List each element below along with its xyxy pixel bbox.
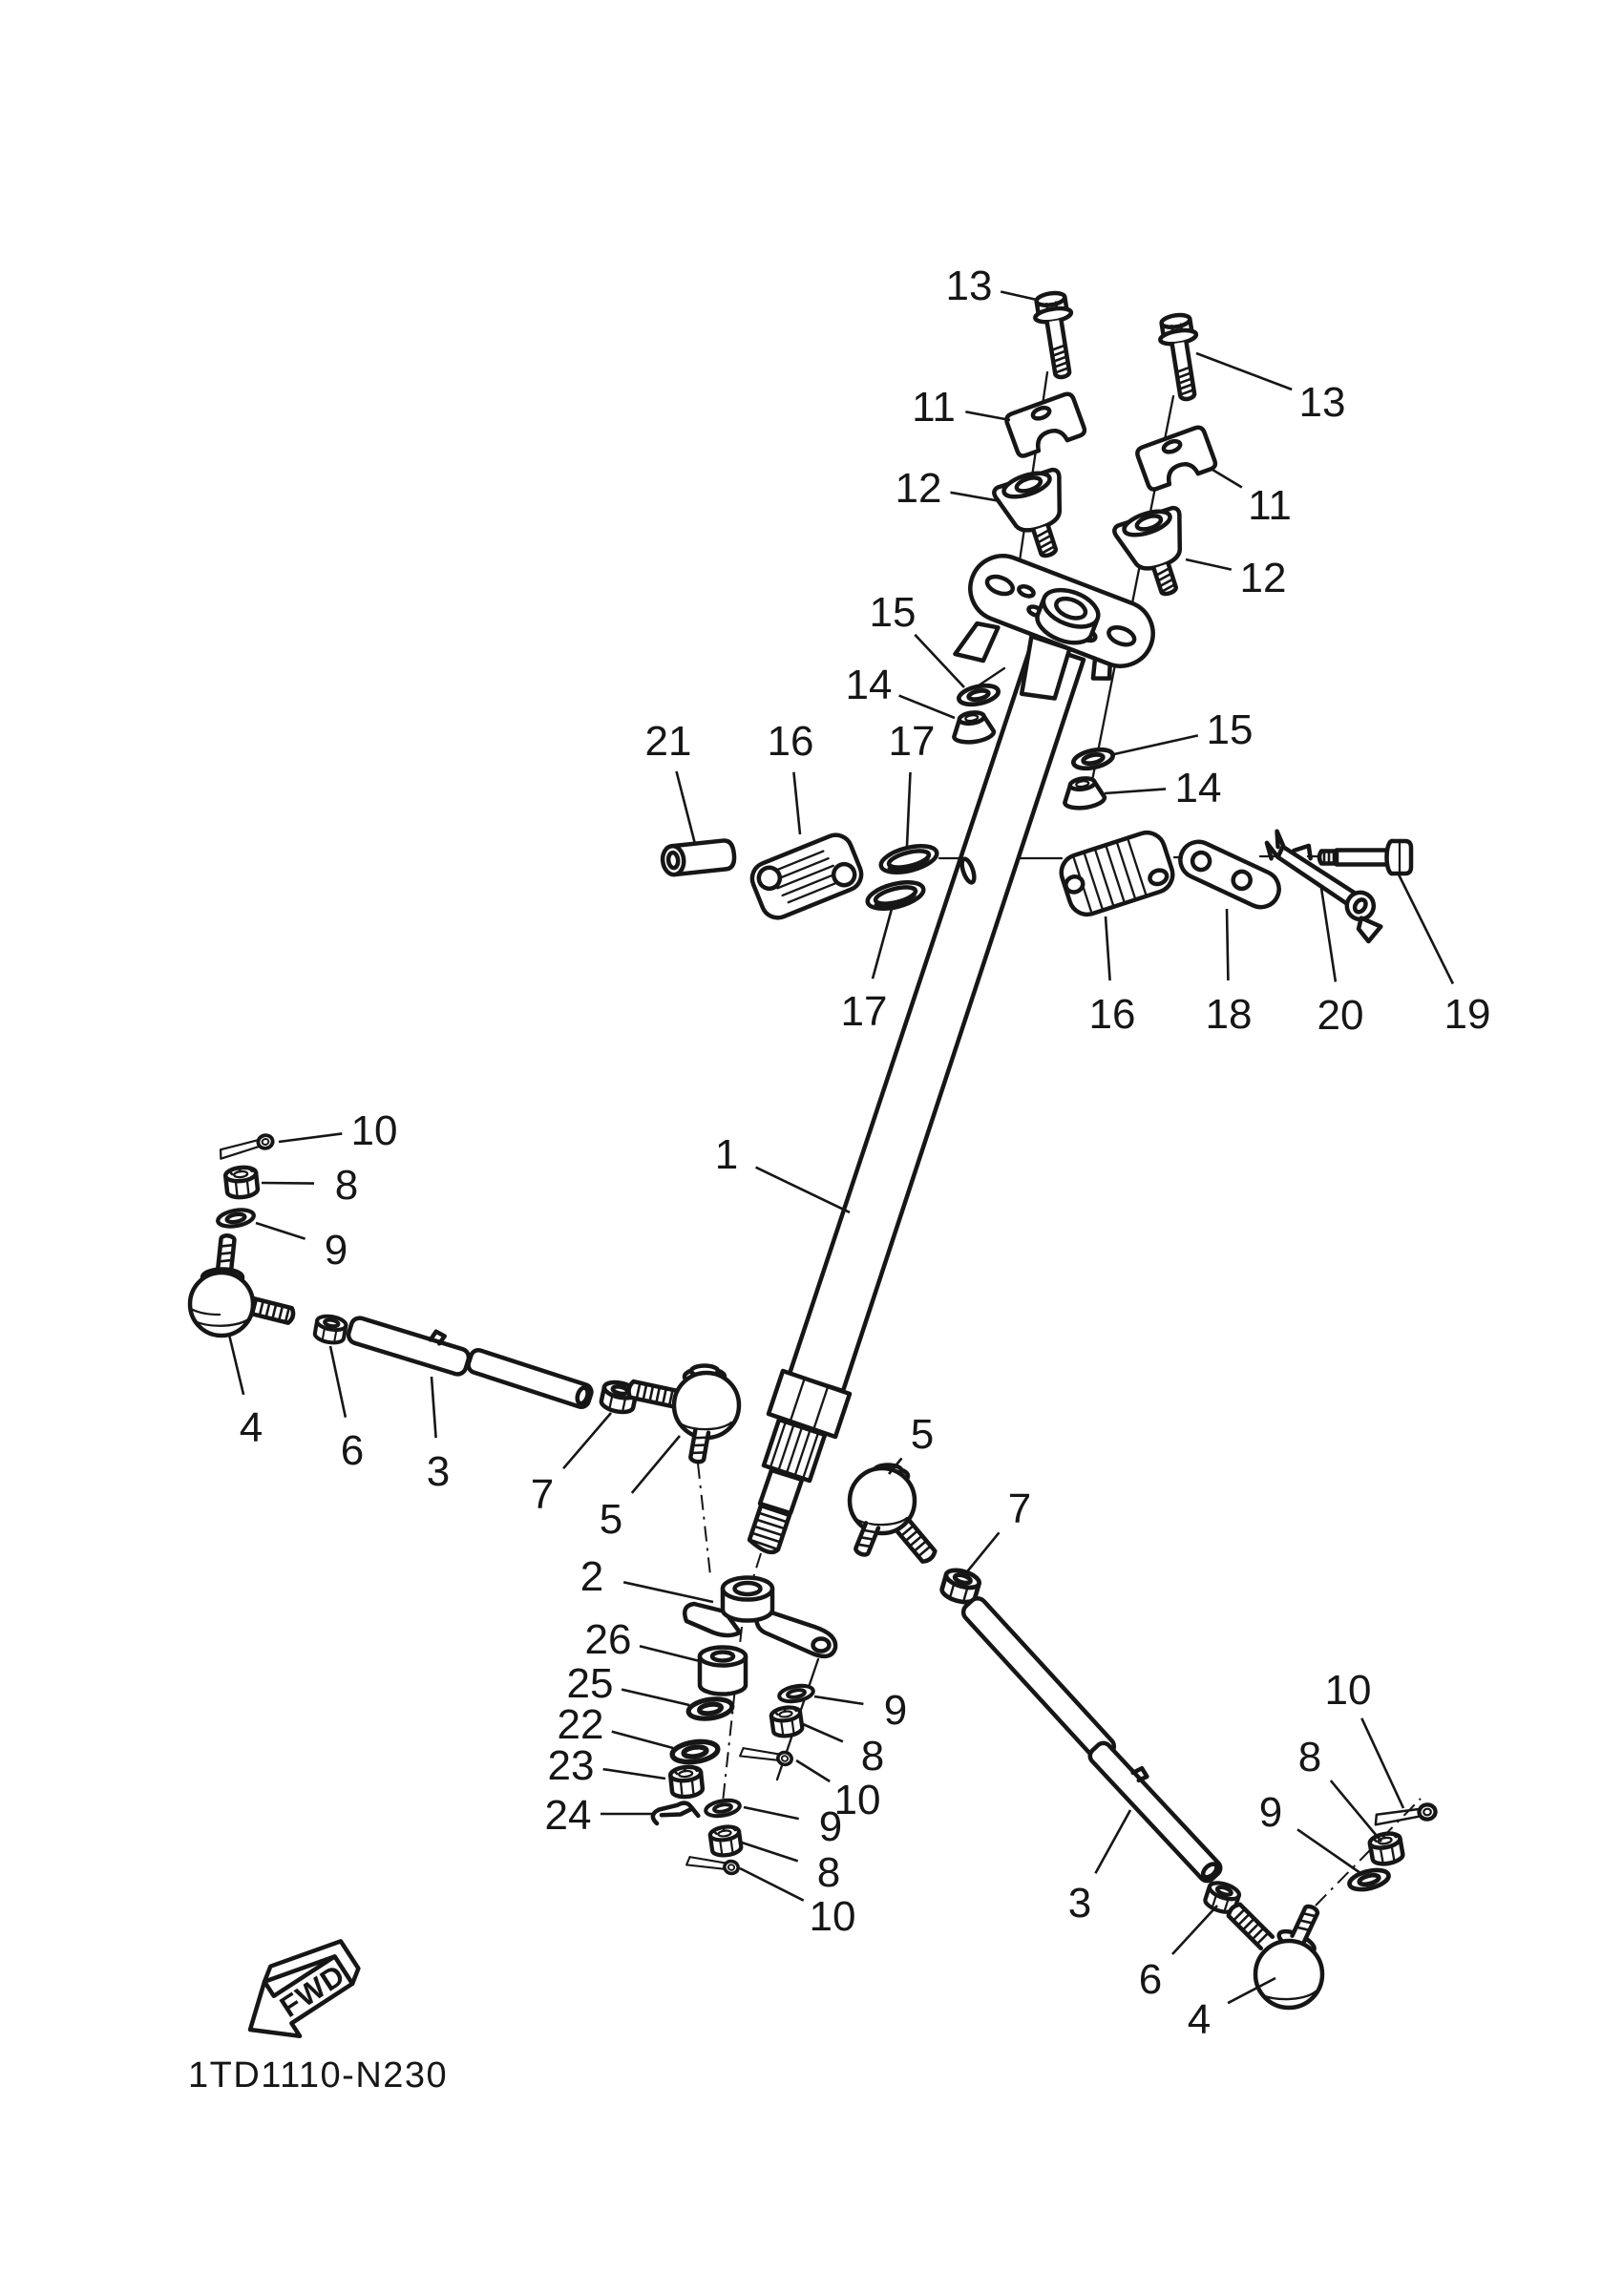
callout-leader-line <box>640 1646 700 1661</box>
part-holder-11-left <box>1004 392 1086 458</box>
callout-number: 22 <box>557 1700 604 1748</box>
callout-leader-line <box>1095 1810 1130 1873</box>
callout-number: 16 <box>767 717 814 765</box>
callout-leader-line <box>262 1183 314 1184</box>
callout-9 <box>814 1687 907 1734</box>
callout-leader-line <box>899 696 955 718</box>
callout-leader-line <box>756 1168 850 1212</box>
callout-4 <box>229 1335 263 1451</box>
callout-number: 12 <box>1239 554 1287 601</box>
callout-leader-line <box>1172 1906 1217 1954</box>
callout-12 <box>1186 555 1286 601</box>
callout-17 <box>841 909 892 1035</box>
part-flange-nut-14-left <box>951 710 995 745</box>
callout-number: 11 <box>912 383 956 431</box>
callout-6 <box>330 1346 364 1474</box>
part-tie-rod-3-right <box>959 1595 1230 1885</box>
callout-8 <box>1298 1734 1381 1842</box>
part-holder-12-left <box>992 466 1082 566</box>
callout-number: 19 <box>1444 990 1491 1038</box>
callout-number: 3 <box>1067 1879 1092 1927</box>
part-washer-22 <box>671 1739 719 1765</box>
part-flange-nut-14-right <box>1062 776 1106 811</box>
callout-16 <box>1089 916 1136 1038</box>
callout-number: 13 <box>945 262 993 309</box>
part-tie-rod-end-4-left <box>190 1235 295 1336</box>
callout-number: 10 <box>833 1776 881 1823</box>
part-holder-12-right <box>1112 504 1202 604</box>
callout-12 <box>896 465 1001 512</box>
callout-number: 9 <box>883 1686 908 1734</box>
callout-leader-line <box>632 1436 680 1493</box>
callout-23 <box>548 1742 665 1789</box>
callout-2 <box>580 1553 713 1602</box>
callout-number: 14 <box>1174 764 1222 811</box>
callout-leader-line <box>622 1690 689 1705</box>
callout-number: 1 <box>714 1130 739 1178</box>
callout-leader-line <box>793 772 800 834</box>
callout-leader-line <box>744 1807 799 1819</box>
callout-15 <box>1114 706 1253 754</box>
callout-number: 20 <box>1317 991 1364 1039</box>
callout-6 <box>1139 1906 1217 2003</box>
part-washer-9-left <box>217 1208 255 1230</box>
callout-21 <box>645 718 695 844</box>
part-oring-17-upper <box>878 841 939 877</box>
part-castle-nut-8-left <box>225 1166 259 1198</box>
callout-leader-line <box>623 1582 713 1602</box>
callout-number: 25 <box>566 1659 614 1707</box>
callout-22 <box>558 1701 673 1748</box>
part-nut-6-left <box>314 1315 348 1345</box>
part-bolt-19 <box>1319 841 1411 874</box>
callout-18 <box>1206 909 1253 1038</box>
callout-number: 15 <box>869 588 917 636</box>
callout-number: 5 <box>599 1495 623 1543</box>
callout-number: 8 <box>1297 1733 1322 1780</box>
callout-leader-line <box>740 1868 804 1901</box>
callout-13 <box>1196 353 1345 426</box>
callout-leader-line <box>1297 1829 1360 1873</box>
callout-14 <box>1105 765 1221 811</box>
callout-number: 8 <box>860 1732 885 1780</box>
callout-leader-line <box>873 909 892 979</box>
part-washer-25 <box>687 1696 733 1721</box>
callout-8 <box>742 1843 840 1896</box>
part-castle-nut-8-mid-right <box>770 1706 803 1738</box>
callout-leader-line <box>677 771 696 844</box>
callout-5 <box>889 1411 934 1474</box>
callout-number: 7 <box>530 1470 555 1518</box>
part-cotter-pin-10-mid-right <box>740 1743 792 1766</box>
callout-9 <box>256 1223 348 1274</box>
callout-14 <box>846 662 955 718</box>
figure-code: 1TD1110-N230 <box>188 2055 449 2096</box>
part-tie-rod-3-left <box>347 1307 594 1409</box>
callout-3 <box>1068 1810 1130 1927</box>
callout-9 <box>1259 1789 1360 1873</box>
callout-number: 3 <box>426 1447 451 1495</box>
part-tie-rod-end-5-left <box>627 1366 739 1464</box>
callout-number: 14 <box>845 661 893 708</box>
callout-number: 6 <box>340 1426 365 1474</box>
part-collar-21 <box>662 840 736 876</box>
callout-leader-line <box>432 1377 436 1438</box>
callout-number: 8 <box>334 1161 359 1209</box>
part-bearing-housing-16-lower <box>1057 827 1178 919</box>
callout-number: 17 <box>840 987 888 1035</box>
callout-number: 4 <box>1187 1995 1212 2043</box>
part-castle-nut-23 <box>670 1765 704 1798</box>
callout-number: 17 <box>888 717 936 765</box>
callout-leader-line <box>330 1346 346 1418</box>
callout-number: 7 <box>1007 1485 1032 1532</box>
callout-leader-line <box>803 1724 843 1741</box>
callout-leader-line <box>915 635 964 687</box>
part-bushing-26 <box>700 1648 746 1695</box>
fwd-arrow <box>227 1927 372 2056</box>
callout-leader-line <box>796 1760 830 1781</box>
callout-leader-line <box>965 411 1010 420</box>
part-washer-9-mid-right <box>778 1683 814 1703</box>
part-washer-15-right <box>1072 747 1115 771</box>
callout-leader-line <box>563 1413 611 1468</box>
part-castle-nut-8-mid-left <box>709 1825 742 1857</box>
part-oring-17-lower <box>865 877 926 914</box>
callout-17 <box>889 718 936 846</box>
callout-leader-line <box>1196 353 1292 390</box>
callout-number: 10 <box>350 1106 398 1154</box>
callout-leader-line <box>1001 292 1037 301</box>
callout-number: 11 <box>1248 481 1292 529</box>
callout-8 <box>262 1162 358 1209</box>
callout-number: 10 <box>809 1892 856 1940</box>
callout-11 <box>1212 470 1292 529</box>
callout-leader-line <box>907 772 911 846</box>
callout-19 <box>1398 873 1490 1038</box>
callout-number: 4 <box>239 1403 263 1451</box>
callout-number: 24 <box>544 1791 592 1839</box>
callout-leader-line <box>1321 888 1336 981</box>
callout-25 <box>567 1660 689 1707</box>
part-washer-9-right <box>1347 1866 1390 1892</box>
callout-number: 5 <box>910 1410 935 1458</box>
callout-leader-line <box>256 1223 306 1239</box>
callout-layer <box>229 263 1490 2043</box>
callout-9 <box>744 1803 842 1850</box>
callout-leader-line <box>964 1532 1000 1575</box>
callout-leader-line <box>1227 909 1228 980</box>
callout-leader-line <box>229 1335 243 1395</box>
callout-number: 16 <box>1088 990 1136 1038</box>
callout-5 <box>600 1436 680 1543</box>
callout-leader-line <box>1361 1718 1403 1808</box>
callout-leader-line <box>1114 735 1198 754</box>
callout-leader-line <box>612 1732 673 1748</box>
callout-leader-line <box>1186 559 1232 570</box>
part-clip-24 <box>651 1801 698 1824</box>
callout-7 <box>964 1485 1031 1575</box>
callout-number: 6 <box>1138 1955 1163 2003</box>
callout-leader-line <box>1331 1780 1381 1842</box>
callout-11 <box>912 384 1010 431</box>
part-holder-11-right <box>1135 426 1216 492</box>
part-bearing-housing-16-upper <box>748 831 866 923</box>
callout-leader-line <box>1212 470 1242 488</box>
part-bolt-13-left <box>1032 290 1081 379</box>
callout-number: 9 <box>324 1226 348 1274</box>
callout-24 <box>545 1792 655 1839</box>
callout-number: 23 <box>547 1741 595 1789</box>
callout-leader-line <box>742 1843 798 1861</box>
callout-10 <box>279 1107 397 1154</box>
callout-number: 9 <box>818 1802 843 1850</box>
callout-number: 18 <box>1205 990 1253 1038</box>
callout-26 <box>585 1616 700 1663</box>
part-steering-arm-2 <box>685 1578 835 1656</box>
part-washer-9-mid-left <box>705 1798 741 1818</box>
callout-16 <box>768 718 814 834</box>
callout-number: 10 <box>1324 1666 1372 1714</box>
callout-leader-line <box>1398 873 1453 984</box>
callout-number: 13 <box>1298 378 1346 426</box>
callout-3 <box>427 1377 450 1495</box>
callout-leader-line <box>814 1696 863 1704</box>
part-tie-rod-end-5-right <box>850 1465 937 1564</box>
callout-number: 2 <box>580 1552 604 1600</box>
callout-number: 8 <box>816 1848 841 1896</box>
callout-1 <box>715 1131 850 1212</box>
callout-leader-line <box>279 1133 342 1142</box>
fwd-label: FWD <box>274 1957 351 2025</box>
callout-leader-line <box>603 1769 665 1779</box>
callout-13 <box>946 263 1037 309</box>
callout-number: 15 <box>1206 706 1254 753</box>
part-cotter-pin-10-left <box>218 1134 274 1159</box>
callout-leader-line <box>1106 916 1110 980</box>
callout-number: 26 <box>584 1615 632 1663</box>
callout-number: 9 <box>1258 1788 1283 1836</box>
callout-number: 21 <box>644 717 692 765</box>
callout-number: 12 <box>895 464 942 512</box>
part-bolt-13-right <box>1157 312 1206 401</box>
callout-leader-line <box>1105 789 1166 793</box>
part-tie-rod-end-4-right <box>1227 1900 1330 2008</box>
part-castle-nut-8-right <box>1369 1831 1404 1865</box>
